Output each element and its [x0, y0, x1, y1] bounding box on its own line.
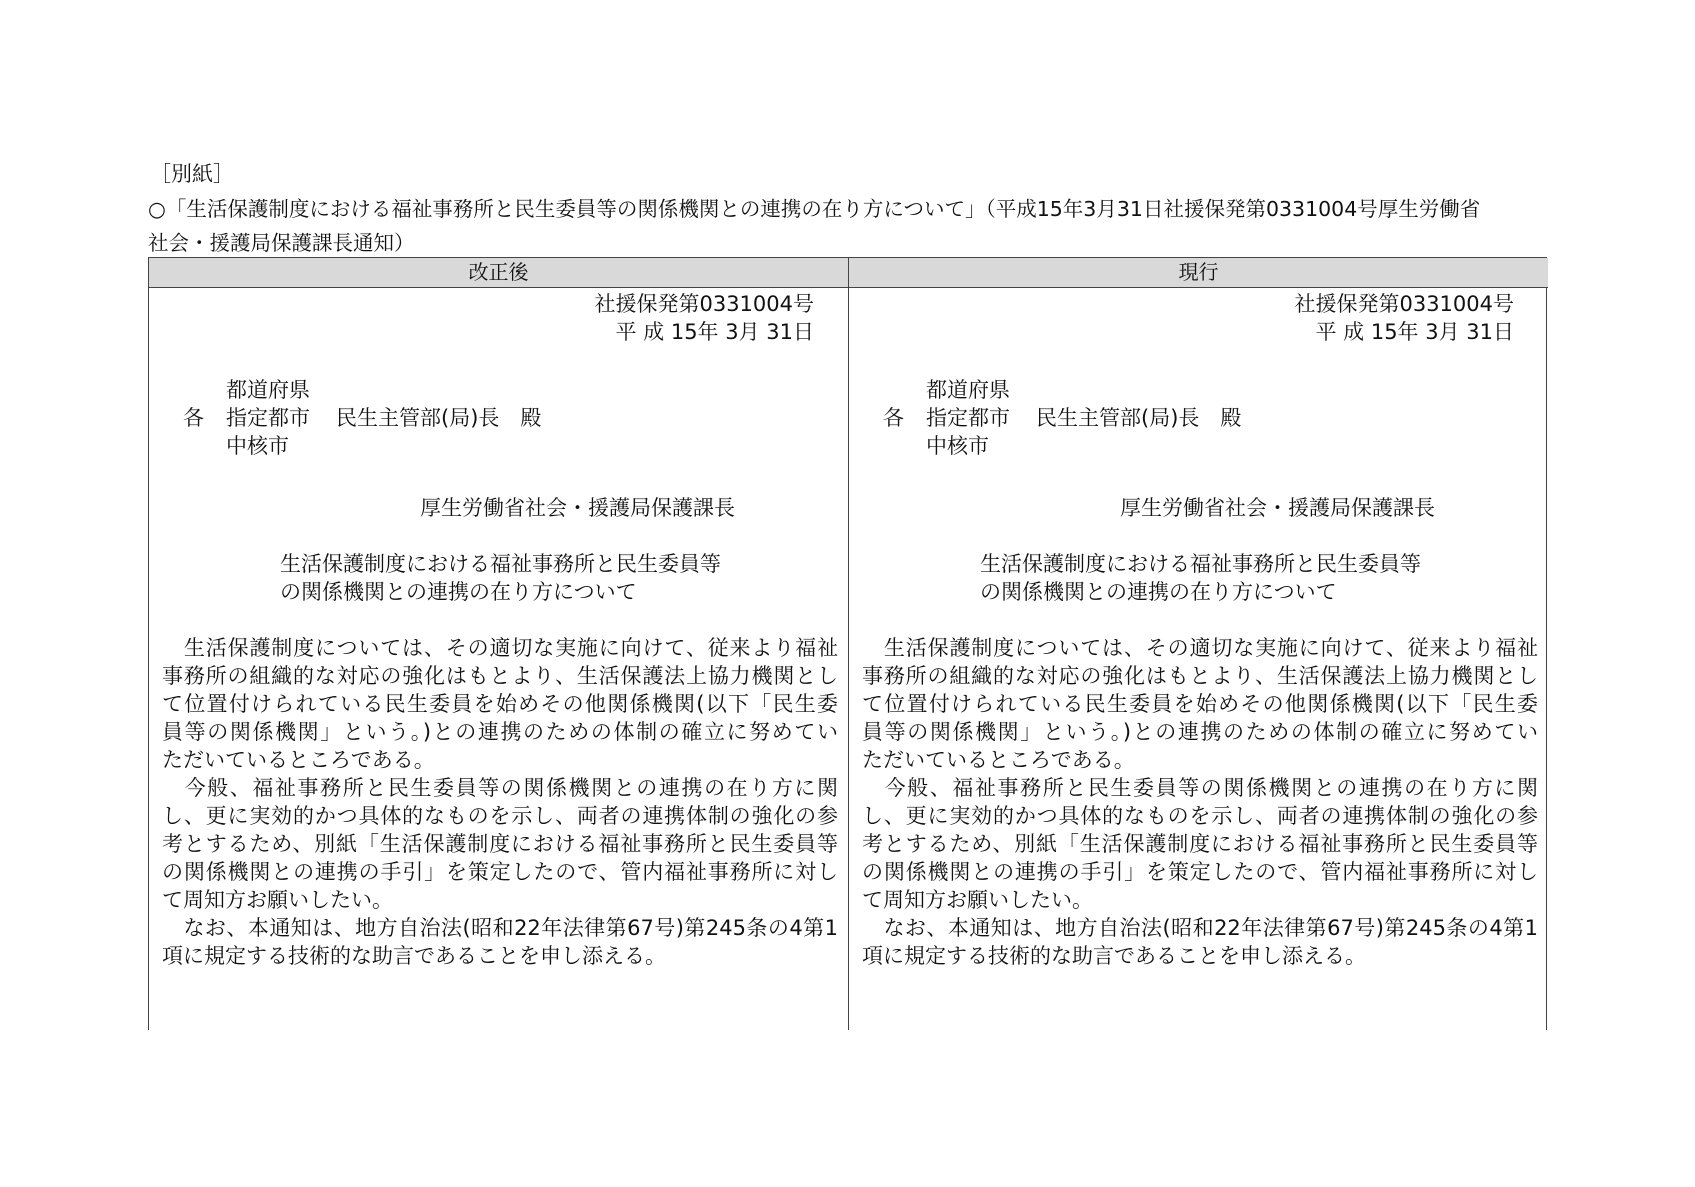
- column-current: [849, 288, 1548, 1030]
- document-number: 社援保発第0331004号: [594, 292, 814, 316]
- column-revised: [149, 288, 848, 1030]
- body-line: し、更に実効的かつ具体的なものを示し、両者の連携体制の強化の参: [162, 804, 838, 828]
- addressee-title: 民生主管部(局)長 殿: [336, 406, 542, 430]
- document-number: 社援保発第0331004号: [1294, 292, 1514, 316]
- body-line: 員等の関係機関」という。)との連携のための体制の確立に努めてい: [862, 720, 1538, 744]
- addressee-prefix: 各: [183, 406, 204, 430]
- addressee-prefecture: 都道府県: [926, 378, 1010, 402]
- addressee-core-city: 中核市: [926, 434, 989, 458]
- document-date: 平 成 15年 3月 31日: [1315, 320, 1514, 344]
- notice-body: [162, 634, 838, 970]
- body-line: ただいているところである。: [162, 748, 435, 772]
- body-line: 今般、福祉事務所と民生委員等の関係機関との連携の在り方に関: [862, 776, 1538, 800]
- body-line: なお、本通知は、地方自治法(昭和22年法律第67号)第245条の4第1: [862, 916, 1538, 940]
- notice-body: [862, 634, 1538, 970]
- document-title-line-1: ○「生活保護制度における福祉事務所と民生委員等の関係機関との連携の在り方について」（平成15年3月31日社援保発第0331004号厚生労働省: [148, 197, 1481, 221]
- subject-line-1: 生活保護制度における福祉事務所と民生委員等: [980, 552, 1421, 576]
- body-line: 事務所の組織的な対応の強化はもとより、生活保護法上協力機関とし: [162, 664, 838, 688]
- body-line: 今般、福祉事務所と民生委員等の関係機関との連携の在り方に関: [162, 776, 838, 800]
- subject-line-1: 生活保護制度における福祉事務所と民生委員等: [280, 552, 721, 576]
- body-line: 生活保護制度については、その適切な実施に向けて、従来より福祉: [862, 636, 1538, 660]
- body-line: 項に規定する技術的な助言であることを申し添える。: [862, 944, 1366, 968]
- comparison-table: [148, 257, 1547, 1030]
- body-line: 考とするため、別紙「生活保護制度における福祉事務所と民生委員等: [862, 832, 1538, 856]
- subject-line-2: の関係機関との連携の在り方について: [280, 580, 637, 604]
- body-line: 生活保護制度については、その適切な実施に向けて、従来より福祉: [162, 636, 838, 660]
- body-line: の関係機関との連携の手引」を策定したので、管内福祉事務所に対し: [862, 860, 1538, 884]
- body-line: 員等の関係機関」という。)との連携のための体制の確立に努めてい: [162, 720, 838, 744]
- body-line: 考とするため、別紙「生活保護制度における福祉事務所と民生委員等: [162, 832, 838, 856]
- document-title-line-2: 社会・援護局保護課長通知）: [148, 231, 415, 255]
- body-line: 項に規定する技術的な助言であることを申し添える。: [162, 944, 666, 968]
- body-line: なお、本通知は、地方自治法(昭和22年法律第67号)第245条の4第1: [162, 916, 838, 940]
- addressee-title: 民生主管部(局)長 殿: [1036, 406, 1242, 430]
- document-date: 平 成 15年 3月 31日: [615, 320, 814, 344]
- body-line: て周知方お願いしたい。: [162, 888, 393, 912]
- body-line: し、更に実効的かつ具体的なものを示し、両者の連携体制の強化の参: [862, 804, 1538, 828]
- sender: 厚生労働省社会・援護局保護課長: [1120, 496, 1435, 520]
- subject-line-2: の関係機関との連携の在り方について: [980, 580, 1337, 604]
- addressee-prefecture: 都道府県: [226, 378, 310, 402]
- body-line: の関係機関との連携の手引」を策定したので、管内福祉事務所に対し: [162, 860, 838, 884]
- body-line: 事務所の組織的な対応の強化はもとより、生活保護法上協力機関とし: [862, 664, 1538, 688]
- addressee-prefix: 各: [883, 406, 904, 430]
- body-line: て位置付けられている民生委員を始めその他関係機関(以下「民生委: [862, 692, 1538, 716]
- addressee-designated-city: 指定都市: [226, 406, 310, 430]
- body-line: て周知方お願いしたい。: [862, 888, 1093, 912]
- header-current: 現行: [849, 258, 1548, 288]
- sender: 厚生労働省社会・援護局保護課長: [420, 496, 735, 520]
- addressee-core-city: 中核市: [226, 434, 289, 458]
- body-line: ただいているところである。: [862, 748, 1135, 772]
- attachment-label: ［別紙］: [150, 162, 234, 186]
- header-revised: 改正後: [149, 258, 848, 288]
- body-line: て位置付けられている民生委員を始めその他関係機関(以下「民生委: [162, 692, 838, 716]
- addressee-designated-city: 指定都市: [926, 406, 1010, 430]
